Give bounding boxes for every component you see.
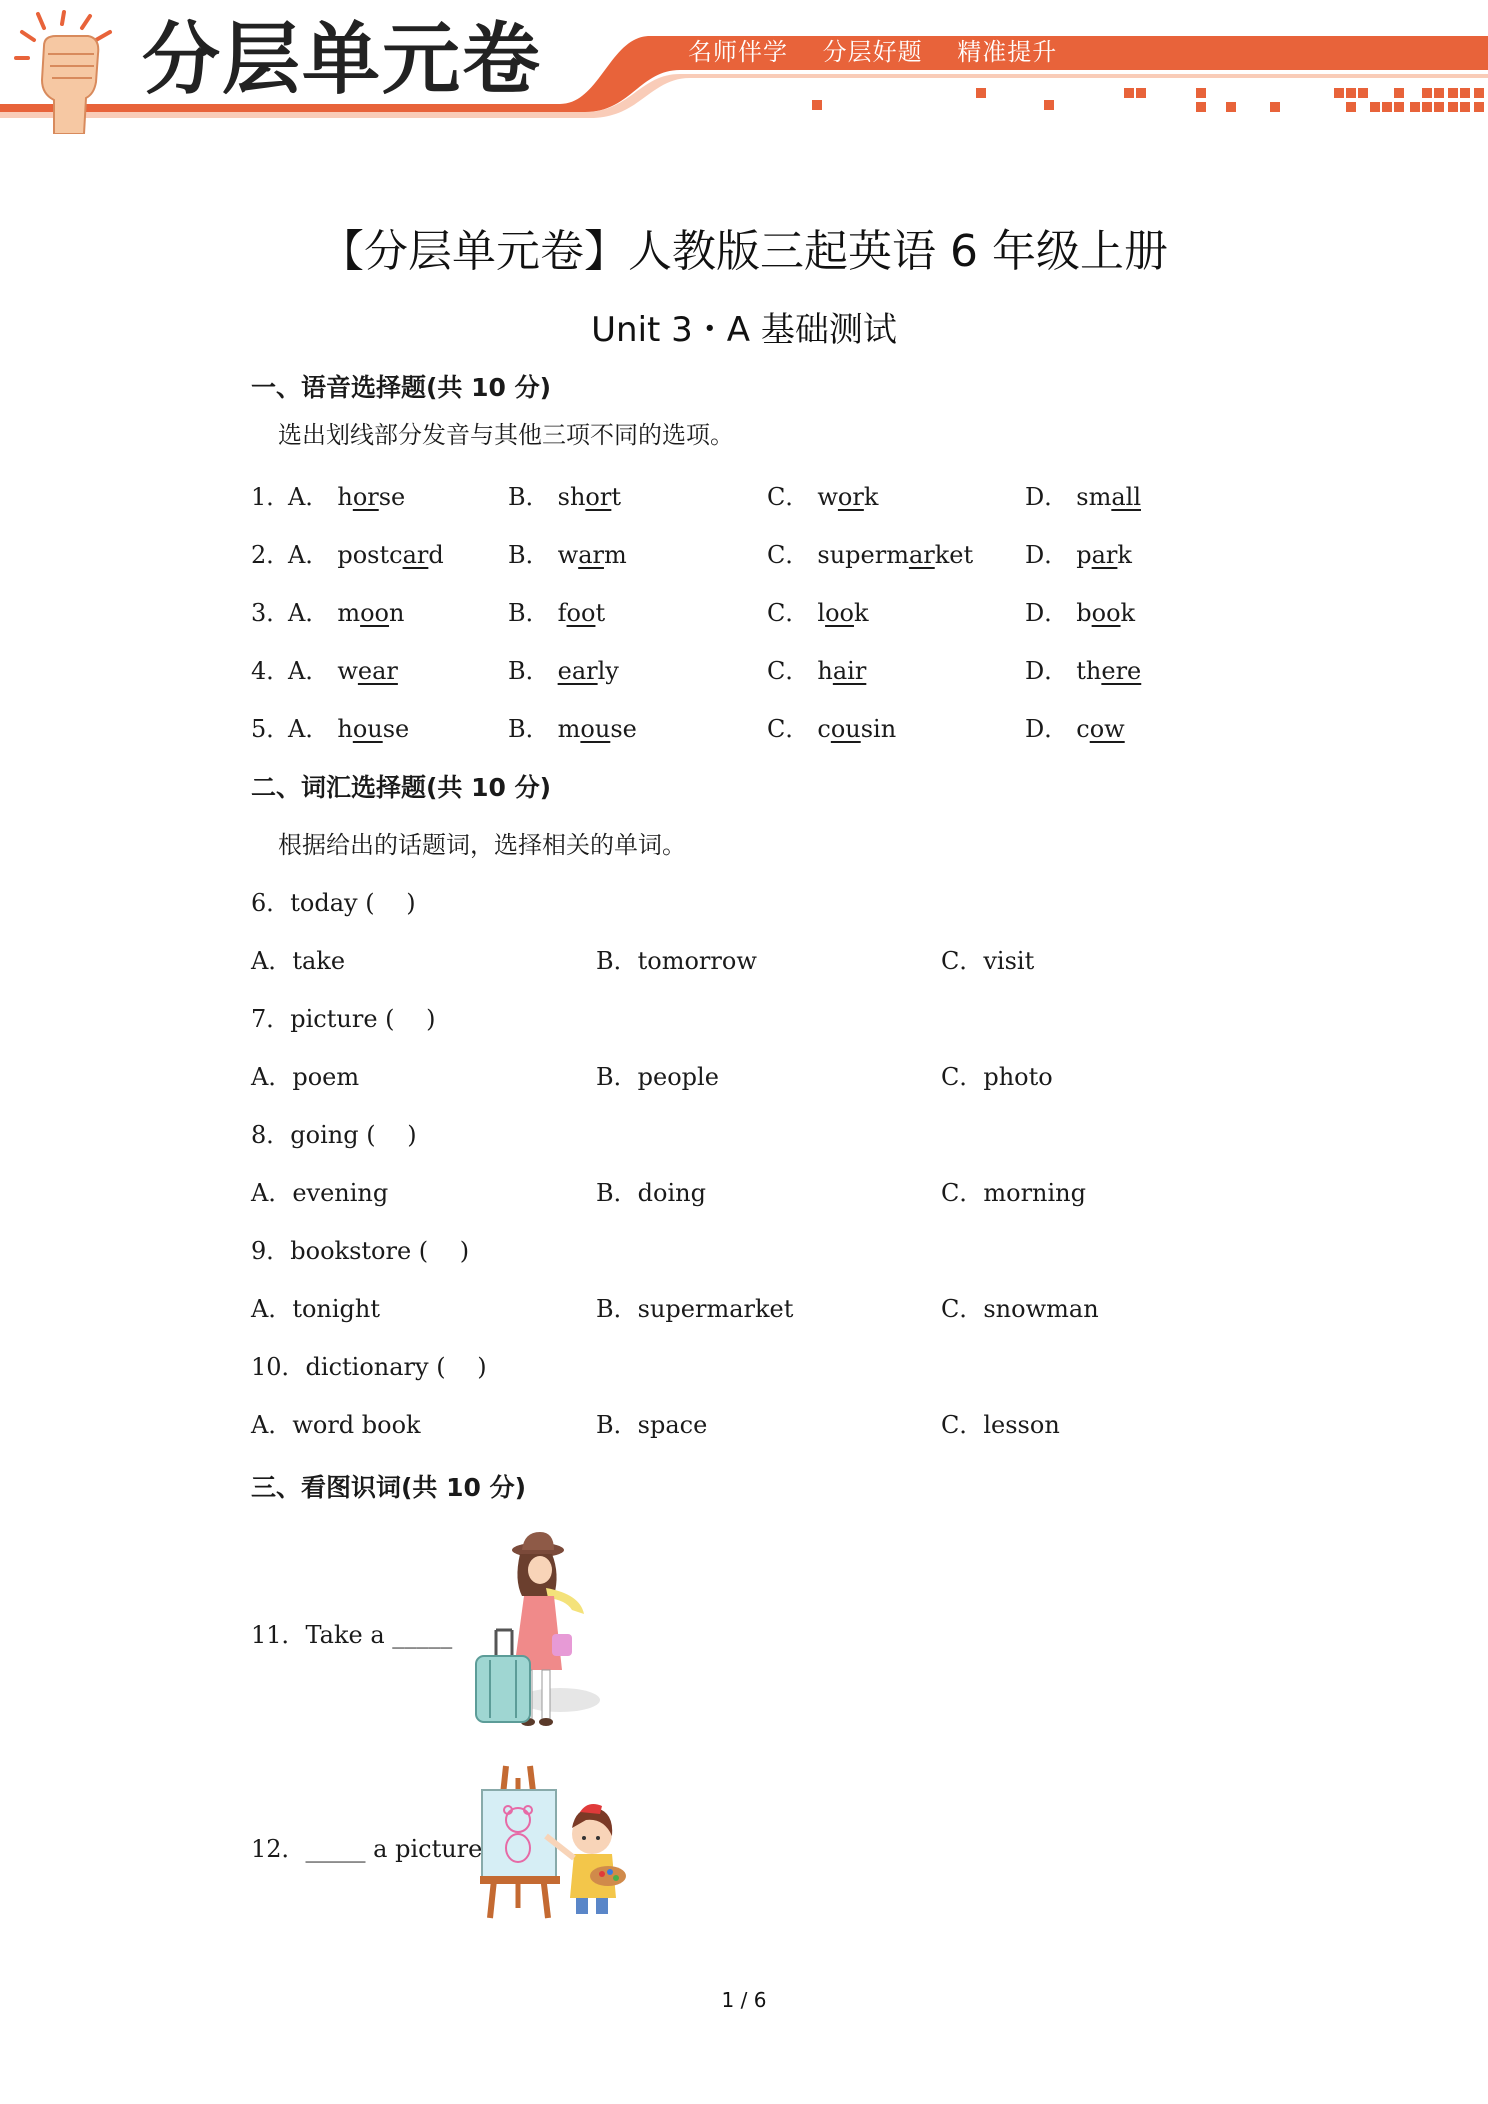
question-2-option-a — [288, 538, 444, 572]
question-9-option-c: C．snowman — [941, 1295, 1099, 1323]
section-1-heading: 一、语音选择题(共 10 分) — [251, 373, 552, 402]
word-part: k — [853, 599, 869, 627]
option-letter: C． — [767, 541, 810, 569]
section-1-instruction: 选出划线部分发音与其他三项不同的选项。 — [278, 421, 734, 449]
option-letter: D． — [1025, 483, 1069, 511]
underlined-letters: or — [585, 483, 612, 511]
question-8-stem: 8．going ( ) — [251, 1121, 417, 1149]
question-7-stem: 7．picture ( ) — [251, 1005, 436, 1033]
question-5-option-a — [288, 712, 409, 746]
word-part: postc — [337, 541, 403, 569]
word-part: m — [337, 599, 361, 627]
underlined-letters: all — [1111, 483, 1141, 511]
word-part: f — [557, 599, 567, 627]
underlined-letters: ar — [402, 541, 429, 569]
underlined-letters: ou — [830, 715, 861, 743]
question-7-option-a: A．poem — [251, 1063, 360, 1091]
option-letter: A． — [288, 657, 330, 685]
word-part: sin — [860, 715, 897, 743]
option-letter: B． — [508, 715, 550, 743]
option-letter: B． — [508, 657, 550, 685]
section-3-heading: 三、看图识词(共 10 分) — [251, 1473, 527, 1502]
word-part: m — [603, 541, 627, 569]
word-part: w — [557, 541, 579, 569]
question-5-option-d — [1025, 712, 1125, 746]
header-slogans — [688, 34, 1083, 70]
option-letter: A． — [288, 715, 330, 743]
word-part: c — [817, 715, 831, 743]
question-1-option-c — [767, 480, 878, 514]
underlined-letters: ar — [1091, 541, 1118, 569]
underlined-letters: ere — [1101, 657, 1142, 685]
word-part: p — [1076, 541, 1092, 569]
option-letter: A． — [288, 541, 330, 569]
question-9-stem: 9．bookstore ( ) — [251, 1237, 470, 1265]
question-1-option-a — [288, 480, 405, 514]
section-2-heading: 二、词汇选择题(共 10 分) — [251, 773, 552, 802]
question-3-option-d — [1025, 596, 1135, 630]
slogan-2: 分层好题 — [822, 38, 923, 66]
question-5-option-c — [767, 712, 896, 746]
word-part: se — [382, 715, 410, 743]
question-9-option-a: A．tonight — [251, 1295, 381, 1323]
word-part: se — [378, 483, 406, 511]
option-letter: C． — [767, 599, 810, 627]
word-part: sm — [1076, 483, 1112, 511]
question-5-number: 5． — [251, 715, 291, 743]
option-letter: B． — [508, 599, 550, 627]
question-6-option-b: B．tomorrow — [596, 947, 757, 975]
option-letter: D． — [1025, 657, 1069, 685]
underlined-letters: oo — [825, 599, 854, 627]
question-3-option-c — [767, 596, 869, 630]
question-4-option-a — [288, 654, 398, 688]
question-10-stem: 10．dictionary ( ) — [251, 1353, 487, 1381]
word-part: b — [1076, 599, 1092, 627]
question-5-option-b — [508, 712, 637, 746]
question-2-option-b — [508, 538, 627, 572]
word-part: d — [428, 541, 444, 569]
document-subtitle: Unit 3・A 基础测试 — [591, 310, 897, 350]
word-part: k — [863, 483, 879, 511]
word-part: ly — [597, 657, 619, 685]
underlined-letters: oo — [1091, 599, 1121, 627]
question-11-text: 11．Take a _____ — [251, 1621, 453, 1649]
word-part: se — [610, 715, 637, 743]
question-2-number: 2． — [251, 541, 291, 569]
question-10-option-c: C．lesson — [941, 1411, 1060, 1439]
question-7-option-c: C．photo — [941, 1063, 1053, 1091]
underlined-letters: ar — [908, 541, 935, 569]
underlined-letters: ou — [580, 715, 611, 743]
option-letter: C． — [767, 483, 810, 511]
option-letter: A． — [288, 599, 330, 627]
underlined-letters: ear — [557, 657, 598, 685]
question-8-option-c: C．morning — [941, 1179, 1086, 1207]
question-10-option-a: A．word book — [251, 1411, 421, 1439]
underlined-letters: ar — [578, 541, 604, 569]
question-4-number: 4． — [251, 657, 291, 685]
underlined-letters: ow — [1089, 715, 1125, 743]
underlined-letters: oo — [566, 599, 596, 627]
word-part: ket — [934, 541, 974, 569]
question-3-option-b — [508, 596, 605, 630]
question-3-number: 3． — [251, 599, 291, 627]
question-6-option-c: C．visit — [941, 947, 1035, 975]
option-letter: B． — [508, 541, 550, 569]
girl-painting-illustration — [476, 1758, 636, 1928]
word-part: h — [337, 483, 353, 511]
question-7-option-b: B．people — [596, 1063, 719, 1091]
question-2-option-d — [1025, 538, 1132, 572]
question-1-number: 1． — [251, 483, 291, 511]
underlined-letters: or — [352, 483, 379, 511]
word-part: sh — [557, 483, 586, 511]
word-part: l — [817, 599, 826, 627]
underlined-letters: air — [832, 657, 867, 685]
option-letter: C． — [767, 715, 810, 743]
word-part: k — [1120, 599, 1136, 627]
section-2-instruction: 根据给出的话题词，选择相关的单词。 — [278, 831, 686, 859]
slogan-1: 名师伴学 — [688, 38, 788, 66]
question-4-option-b — [508, 654, 619, 688]
question-2-option-c — [767, 538, 973, 572]
question-1-option-d — [1025, 480, 1141, 514]
question-9-option-b: B．supermarket — [596, 1295, 794, 1323]
slogan-3: 精准提升 — [957, 38, 1058, 66]
question-8-option-b: B．doing — [596, 1179, 706, 1207]
word-part: k — [1117, 541, 1132, 569]
question-10-option-b: B．space — [596, 1411, 708, 1439]
question-8-option-a: A．evening — [251, 1179, 389, 1207]
option-letter: B． — [508, 483, 550, 511]
question-1-option-b — [508, 480, 621, 514]
word-part: superm — [817, 541, 909, 569]
word-part: th — [1076, 657, 1102, 685]
option-letter: D． — [1025, 541, 1069, 569]
option-letter: C． — [767, 657, 810, 685]
word-part: n — [389, 599, 405, 627]
question-4-option-d — [1025, 654, 1141, 688]
underlined-letters: or — [837, 483, 864, 511]
question-12-text: 12．_____ a picture — [251, 1835, 483, 1863]
question-4-option-c — [767, 654, 866, 688]
word-part: w — [337, 657, 358, 685]
option-letter: D． — [1025, 599, 1069, 627]
word-part: t — [611, 483, 621, 511]
underlined-letters: ear — [357, 657, 398, 685]
girl-with-suitcase-illustration — [450, 1530, 620, 1740]
document-title: 【分层单元卷】人教版三起英语 6 年级上册 — [320, 226, 1168, 277]
option-letter: A． — [288, 483, 330, 511]
fist-icon — [14, 10, 124, 134]
word-part: h — [337, 715, 353, 743]
underlined-letters: oo — [360, 599, 390, 627]
underlined-letters: ou — [352, 715, 383, 743]
option-letter: D． — [1025, 715, 1069, 743]
question-6-stem: 6．today ( ) — [251, 889, 416, 917]
word-part: w — [817, 483, 838, 511]
brand-logo-text: 分层单元卷 — [142, 15, 543, 105]
word-part: m — [557, 715, 581, 743]
word-part: t — [595, 599, 606, 627]
page-number: 1 / 6 — [721, 1988, 767, 2012]
question-6-option-a: A．take — [251, 947, 346, 975]
word-part: c — [1076, 715, 1090, 743]
word-part: h — [817, 657, 833, 685]
question-3-option-a — [288, 596, 404, 630]
